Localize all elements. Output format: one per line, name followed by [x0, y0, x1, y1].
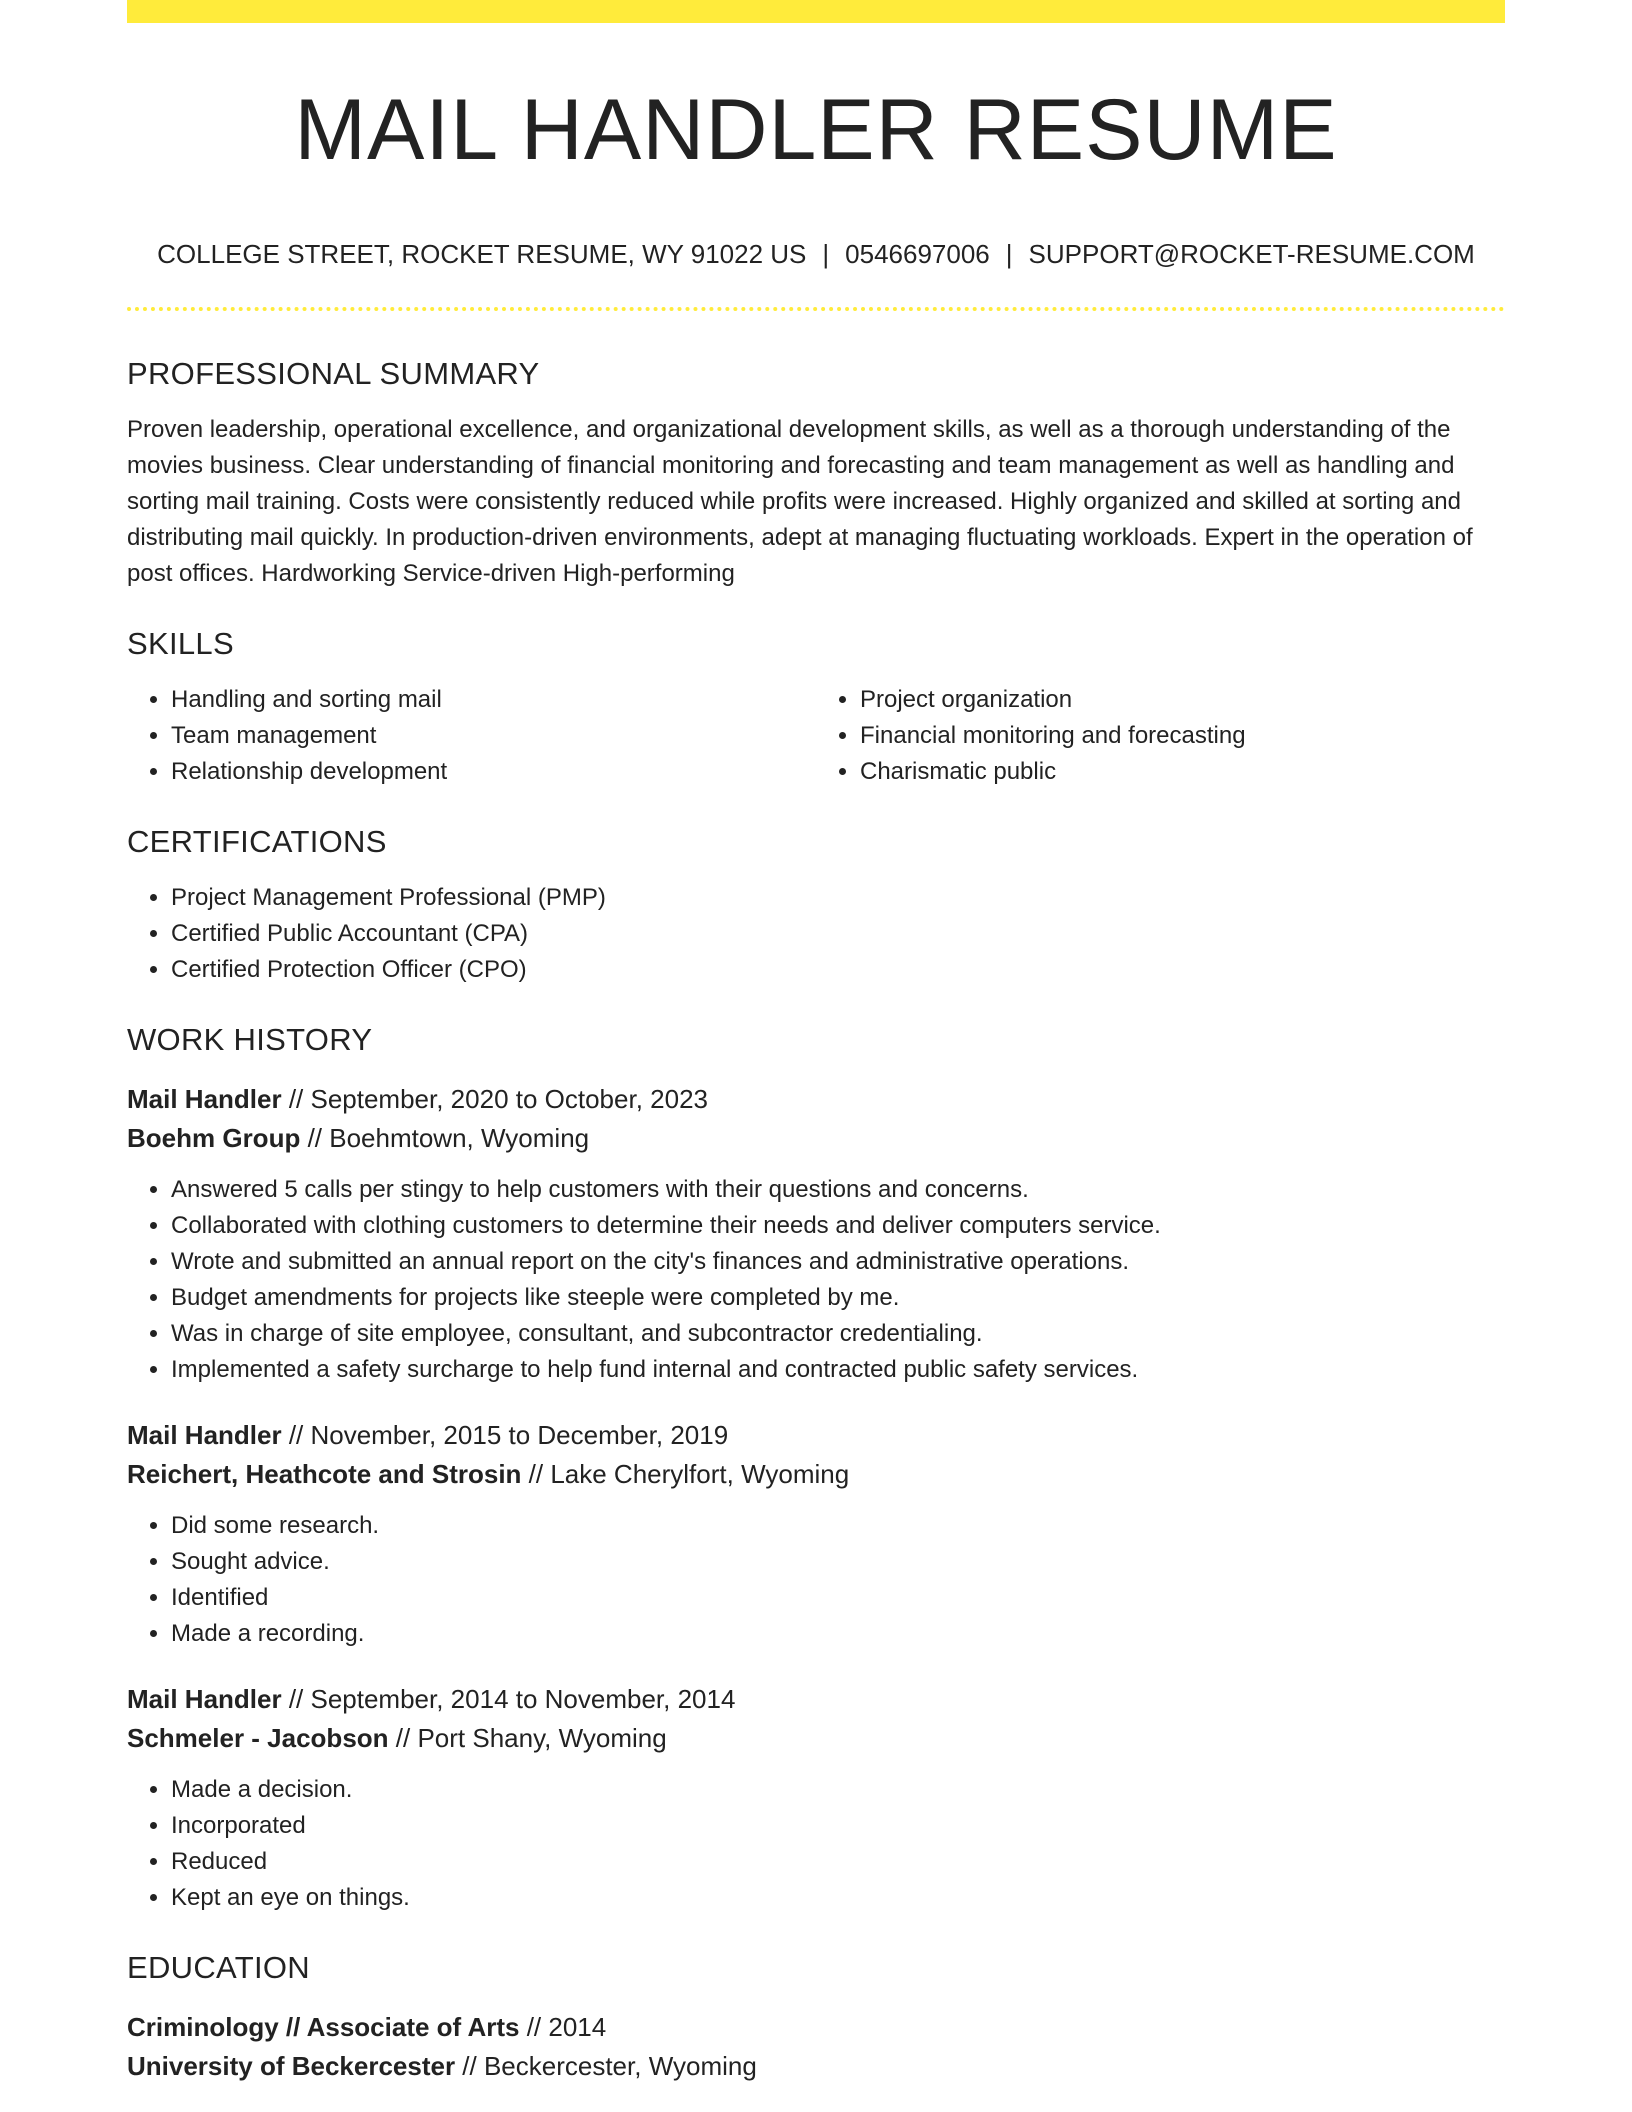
education-heading: EDUCATION	[127, 1950, 310, 1985]
job-company: Schmeler - Jacobson	[127, 1723, 389, 1753]
education-degree-line	[127, 2008, 1505, 2047]
contact-address: COLLEGE STREET, ROCKET RESUME, WY 91022 US	[157, 239, 807, 269]
job-title: Mail Handler	[127, 1084, 282, 1114]
job-bullet: • Wrote and submitted an annual report on the city's finances and administrative operations.	[171, 1244, 1505, 1280]
job-bullet: • Reduced	[171, 1844, 1505, 1880]
certifications-heading: CERTIFICATIONS	[127, 824, 387, 859]
job-company-line	[127, 1455, 1505, 1494]
job-location: // Lake Cherylfort, Wyoming	[521, 1459, 850, 1489]
skills-heading: SKILLS	[127, 626, 234, 661]
job-bullet: • Budget amendments for projects like steeple were completed by me.	[171, 1280, 1505, 1316]
job-entry	[127, 1416, 1505, 1652]
summary-text: Proven leadership, operational excellence, and organizational development skills, as well as a thorough understanding of the movies business. Clear understanding of financial monitoring and forecasting and team management as well as handling and sorting mail training. Costs were consistently reduced while profits were increased. Highly organized and skilled at sorting and distributing mail quickly. In production-driven environments, adept at managing fluctuating workloads. Expert in the operation of post offices. Hardworking Service-driven High-performing	[127, 416, 1473, 587]
job-bullet: • Identified	[171, 1580, 1505, 1616]
job-bullet: • Answered 5 calls per stingy to help customers with their questions and concerns.	[171, 1172, 1505, 1208]
skills-columns	[127, 682, 1505, 790]
skills-right-list	[816, 682, 1505, 790]
skill-item: • Project organization	[860, 682, 1505, 718]
job-bullet: • Did some research.	[171, 1508, 1505, 1544]
job-title: Mail Handler	[127, 1420, 282, 1450]
education-school-line	[127, 2047, 1505, 2086]
job-title-line	[127, 1416, 1505, 1455]
contact-separator: |	[1005, 239, 1013, 269]
job-title-line	[127, 1680, 1505, 1719]
skill-item: • Team management	[171, 718, 816, 754]
skill-item: • Relationship development	[171, 754, 816, 790]
job-location: // Boehmtown, Wyoming	[300, 1123, 590, 1153]
job-company: Boehm Group	[127, 1123, 301, 1153]
resume-content	[127, 352, 1505, 2086]
summary-heading: PROFESSIONAL SUMMARY	[127, 356, 540, 391]
skill-item: • Handling and sorting mail	[171, 682, 816, 718]
job-title: Mail Handler	[127, 1684, 282, 1714]
job-dates: // November, 2015 to December, 2019	[281, 1420, 729, 1450]
job-bullet: • Implemented a safety surcharge to help fund internal and contracted public safety services.	[171, 1352, 1505, 1388]
job-title-line	[127, 1080, 1505, 1119]
work-history-heading: WORK HISTORY	[127, 1022, 373, 1057]
resume-title: MAIL HANDLER RESUME	[294, 82, 1338, 178]
skill-item: • Charismatic public	[860, 754, 1505, 790]
skill-item: • Financial monitoring and forecasting	[860, 718, 1505, 754]
top-accent-bar	[127, 0, 1505, 23]
job-dates: // September, 2020 to October, 2023	[281, 1084, 708, 1114]
certification-item: • Certified Protection Officer (CPO)	[171, 952, 1505, 988]
contact-email[interactable]: SUPPORT@ROCKET-RESUME.COM	[1028, 239, 1475, 269]
job-location: // Port Shany, Wyoming	[388, 1723, 667, 1753]
education-location: // Beckercester, Wyoming	[455, 2051, 757, 2081]
education-school: University of Beckercester	[127, 2051, 456, 2081]
certification-item: • Project Management Professional (PMP)	[171, 880, 1505, 916]
contact-phone: 0546697006	[845, 239, 990, 269]
job-bullets	[127, 1172, 1505, 1388]
job-bullets	[127, 1772, 1505, 1916]
job-company-line	[127, 1719, 1505, 1758]
certifications-list	[127, 880, 1505, 988]
job-entry	[127, 1080, 1505, 1388]
job-bullet: • Sought advice.	[171, 1544, 1505, 1580]
job-entry	[127, 1680, 1505, 1916]
skills-left-list	[127, 682, 816, 790]
job-bullet: • Collaborated with clothing customers to determine their needs and deliver computers service.	[171, 1208, 1505, 1244]
job-company: Reichert, Heathcote and Strosin	[127, 1459, 522, 1489]
education-degree: Criminology // Associate of Arts	[127, 2012, 520, 2042]
job-bullet: • Incorporated	[171, 1808, 1505, 1844]
job-bullets	[127, 1508, 1505, 1652]
certification-item: • Certified Public Accountant (CPA)	[171, 916, 1505, 952]
job-company-line	[127, 1119, 1505, 1158]
job-bullet: • Made a recording.	[171, 1616, 1505, 1652]
job-bullet: • Made a decision.	[171, 1772, 1505, 1808]
contact-separator: |	[822, 239, 830, 269]
job-bullet: • Kept an eye on things.	[171, 1880, 1505, 1916]
education-year: // 2014	[519, 2012, 607, 2042]
job-dates: // September, 2014 to November, 2014	[281, 1684, 736, 1714]
job-bullet: • Was in charge of site employee, consultant, and subcontractor credentialing.	[171, 1316, 1505, 1352]
education-entry	[127, 2008, 1505, 2086]
dotted-divider	[127, 307, 1505, 311]
contact-line	[127, 236, 1505, 272]
